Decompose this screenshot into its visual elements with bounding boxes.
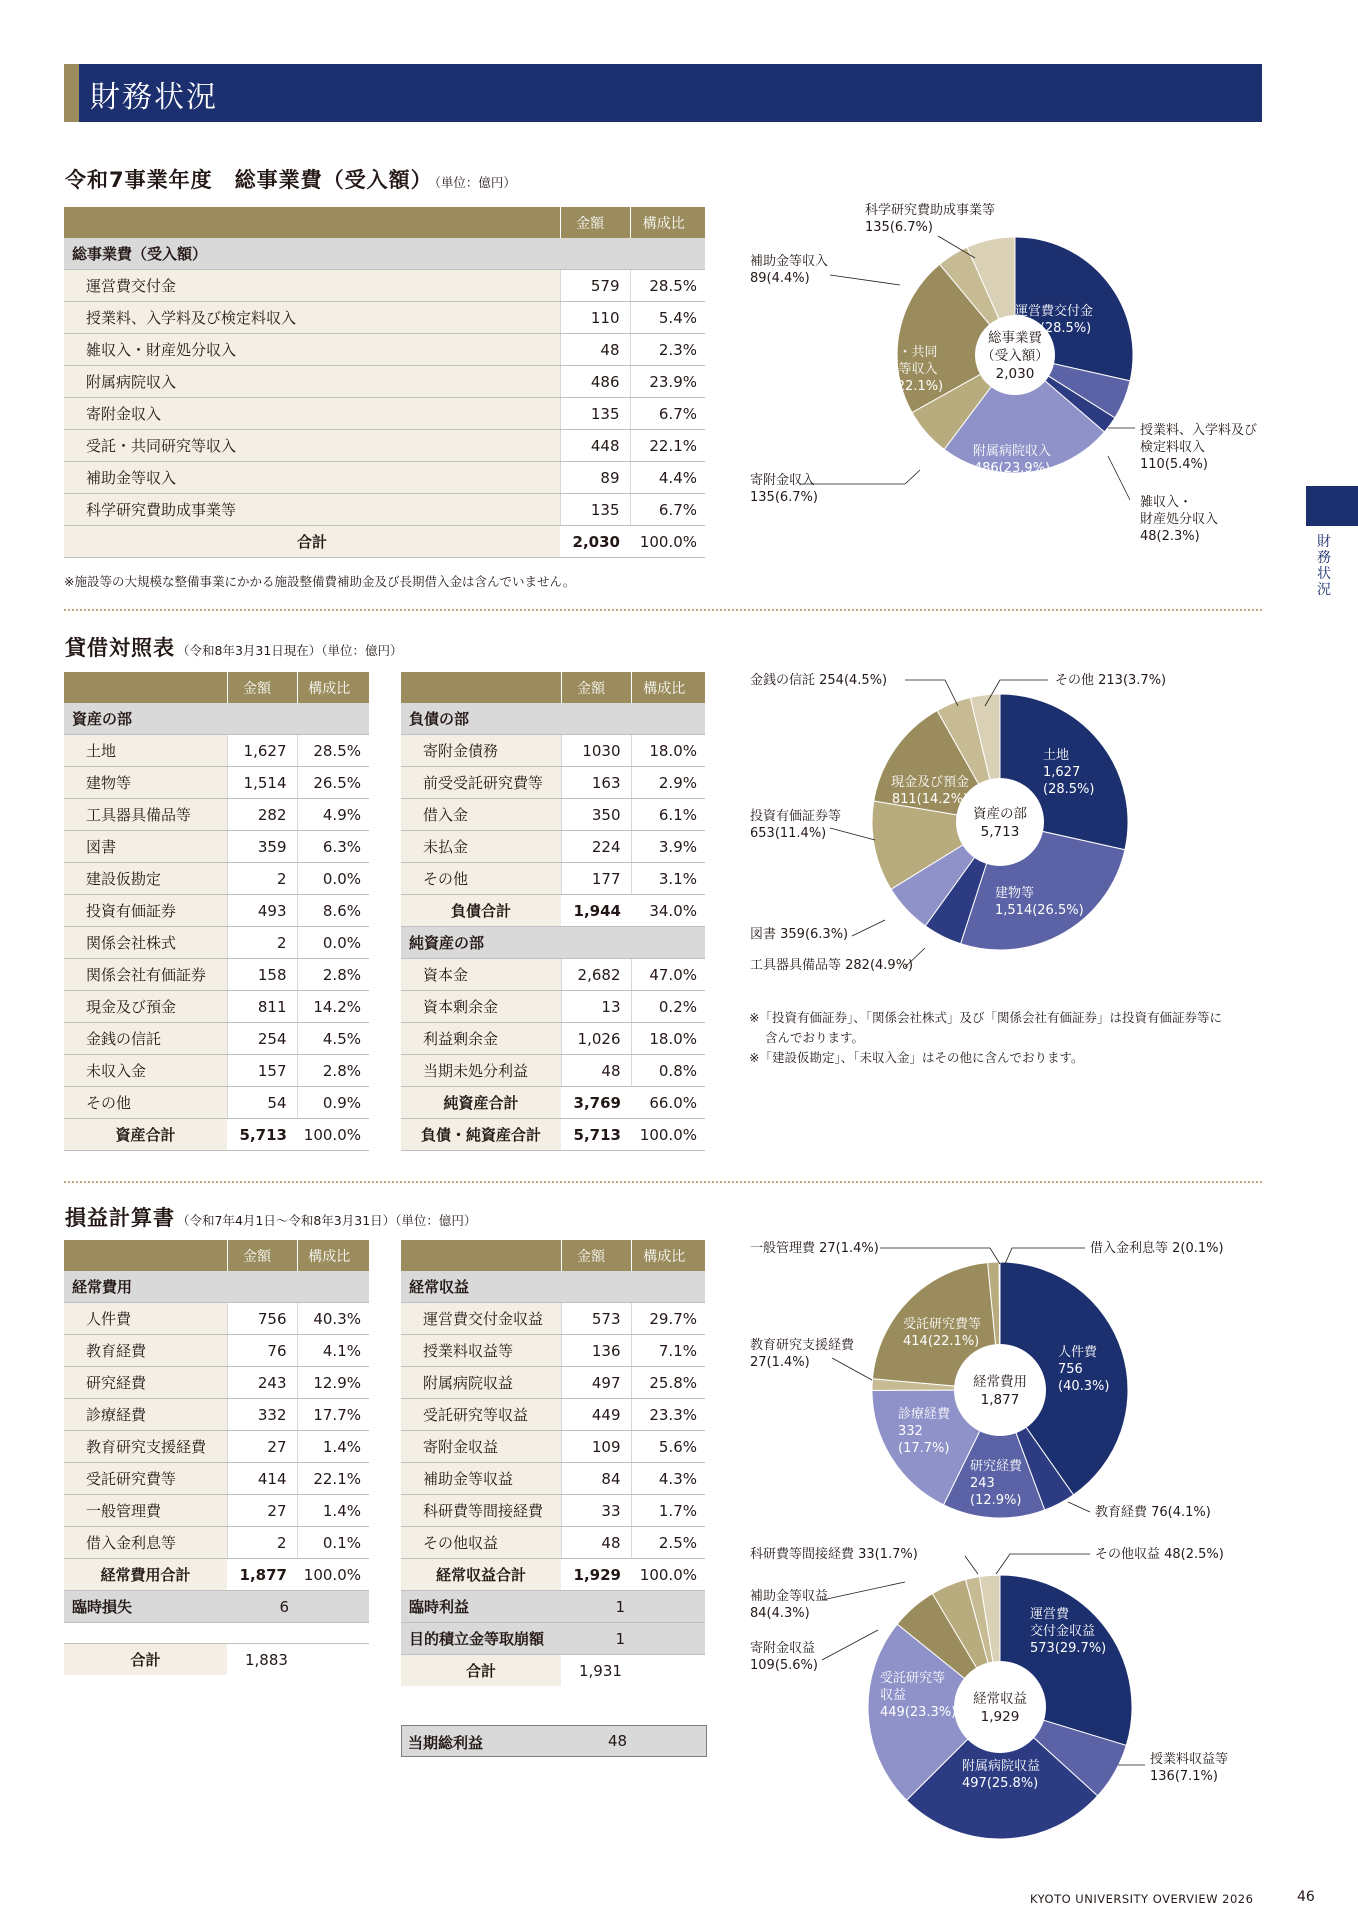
row-amount: 811 bbox=[227, 991, 297, 1023]
row-label: 建物等 bbox=[64, 767, 227, 799]
pie-slice-label: 135(6.7%) bbox=[865, 220, 933, 235]
pie-slice-label: 653(11.4%) bbox=[750, 826, 827, 841]
grand-total-label: 負債・純資産合計 bbox=[401, 1119, 561, 1151]
pie-slice-label: 136(7.1%) bbox=[1150, 1769, 1218, 1784]
row-label: 雑収入・財産処分収入 bbox=[64, 334, 560, 366]
pie-slice-label: 財産処分収入 bbox=[1140, 512, 1219, 527]
row-label: 授業料収益等 bbox=[401, 1335, 561, 1367]
total-label: 資産合計 bbox=[64, 1119, 227, 1151]
row-label: その他収益 bbox=[401, 1527, 561, 1559]
row-label: 運営費交付金収益 bbox=[401, 1303, 561, 1335]
row-ratio: 2.8% bbox=[297, 959, 369, 991]
pie-slice-label: 受託・共同 bbox=[872, 345, 938, 360]
pie-slice-label: 414(22.1%) bbox=[903, 1334, 980, 1349]
total-ratio: 34.0% bbox=[631, 895, 705, 927]
pie-slice-label: 寄附金収入 bbox=[750, 473, 816, 488]
col-ratio: 構成比 bbox=[631, 672, 705, 703]
pie-slice-label: 89(4.4%) bbox=[750, 271, 810, 286]
row-amount: 493 bbox=[227, 895, 297, 927]
row-ratio: 0.8% bbox=[631, 1055, 705, 1087]
row-ratio: 6.1% bbox=[631, 799, 705, 831]
row-ratio: 47.0% bbox=[631, 959, 705, 991]
row-label: 金銭の信託 bbox=[64, 1023, 227, 1055]
total-label: 経常費用合計 bbox=[64, 1559, 227, 1591]
row-amount: 254 bbox=[227, 1023, 297, 1055]
income-period: （令和7年4月1日～令和8年3月31日）（単位：億円） bbox=[177, 1213, 477, 1228]
row-label: 工具器具備品等 bbox=[64, 799, 227, 831]
balance-title: 貸借対照表 bbox=[65, 636, 175, 660]
pie-slice-label: (28.5%) bbox=[1043, 782, 1095, 797]
row-ratio: 7.1% bbox=[631, 1335, 705, 1367]
leader-line bbox=[965, 1556, 978, 1574]
row-amount: 359 bbox=[227, 831, 297, 863]
pie-slice-label: 建物等 bbox=[995, 886, 1035, 901]
col-amount: 金額 bbox=[561, 1240, 631, 1271]
pie-slice-label: 科学研究費助成事業等 bbox=[865, 203, 996, 218]
row-amount: 2 bbox=[227, 1527, 297, 1559]
pie-slice-label: 110(5.4%) bbox=[1140, 457, 1208, 472]
row-ratio: 2.5% bbox=[631, 1527, 705, 1559]
row-amount: 177 bbox=[561, 863, 631, 895]
pie-slice-label: 579(28.5%) bbox=[1015, 321, 1092, 336]
row-amount: 332 bbox=[227, 1399, 297, 1431]
net-income-amount: 48 bbox=[608, 1732, 628, 1750]
balance-note-3: ※「建設仮勘定」、「未収入金」はその他に含んでおります。 bbox=[749, 1050, 1084, 1065]
extra-loss-label: 臨時損失 bbox=[64, 1591, 227, 1623]
row-ratio: 22.1% bbox=[297, 1463, 369, 1495]
row-ratio: 2.9% bbox=[631, 767, 705, 799]
row-ratio: 14.2% bbox=[297, 991, 369, 1023]
row-amount: 13 bbox=[561, 991, 631, 1023]
row-ratio: 40.3% bbox=[297, 1303, 369, 1335]
total-amount: 1,877 bbox=[227, 1559, 297, 1591]
row-label: 補助金等収益 bbox=[401, 1463, 561, 1495]
row-ratio: 1.4% bbox=[297, 1495, 369, 1527]
pie-slice-label: 1,627 bbox=[1043, 765, 1081, 780]
pie-slice-label: 研究等収入 bbox=[872, 362, 938, 377]
pie-slice-label: 486(23.9%) bbox=[973, 461, 1051, 476]
row-label: 教育経費 bbox=[64, 1335, 227, 1367]
pie-slice-label: 27(1.4%) bbox=[750, 1355, 810, 1370]
pie-slice-label: (17.7%) bbox=[898, 1441, 950, 1456]
row-label: 一般管理費 bbox=[64, 1495, 227, 1527]
row-label: 当期未処分利益 bbox=[401, 1055, 561, 1087]
row-ratio: 12.9% bbox=[297, 1367, 369, 1399]
row-amount: 2,682 bbox=[561, 959, 631, 991]
pie-center-label: 経常収益 bbox=[973, 1691, 1027, 1707]
row-amount: 76 bbox=[227, 1335, 297, 1367]
row-amount: 135 bbox=[560, 494, 630, 526]
total-label: 負債合計 bbox=[401, 895, 561, 927]
row-ratio: 28.5% bbox=[297, 735, 369, 767]
row-ratio: 18.0% bbox=[631, 735, 705, 767]
row-label: 利益剰余金 bbox=[401, 1023, 561, 1055]
row-label: 寄附金収入 bbox=[64, 398, 560, 430]
pie-slice-label: 図書 359(6.3%) bbox=[750, 927, 849, 942]
total-amount: 2,030 bbox=[560, 526, 630, 558]
row-amount: 579 bbox=[560, 270, 630, 302]
row-amount: 48 bbox=[561, 1527, 631, 1559]
category-label: 資産の部 bbox=[64, 703, 227, 735]
col-amount: 金額 bbox=[227, 1240, 297, 1271]
row-ratio: 18.0% bbox=[631, 1023, 705, 1055]
page-title: 財務状況 bbox=[90, 80, 218, 115]
row-amount: 224 bbox=[561, 831, 631, 863]
row-amount: 135 bbox=[560, 398, 630, 430]
pie-slice-label: 48(2.3%) bbox=[1140, 529, 1200, 544]
pie-slice-label: 受託研究費等 bbox=[903, 1317, 982, 1332]
row-label: 借入金利息等 bbox=[64, 1527, 227, 1559]
total-amount: 3,769 bbox=[561, 1087, 631, 1119]
pie-slice-label: 運営費 bbox=[1030, 1607, 1070, 1622]
col-ratio: 構成比 bbox=[631, 1240, 705, 1271]
row-label: 教育研究支援経費 bbox=[64, 1431, 227, 1463]
row-amount: 756 bbox=[227, 1303, 297, 1335]
pie-slice-label: 受託研究等 bbox=[880, 1671, 946, 1686]
total-ratio: 100.0% bbox=[297, 1559, 369, 1591]
row-label: 資本金 bbox=[401, 959, 561, 991]
col-ratio: 構成比 bbox=[297, 1240, 369, 1271]
row-ratio: 0.0% bbox=[297, 863, 369, 895]
sum-label: 合計 bbox=[64, 1644, 227, 1676]
row-label: 建設仮勘定 bbox=[64, 863, 227, 895]
total-ratio: 66.0% bbox=[631, 1087, 705, 1119]
row-amount: 1030 bbox=[561, 735, 631, 767]
row-amount: 486 bbox=[560, 366, 630, 398]
pie-slice-label: 756 bbox=[1058, 1362, 1083, 1377]
pie-center bbox=[954, 1661, 1046, 1753]
row-label: 寄附金収益 bbox=[401, 1431, 561, 1463]
row-label: 前受受託研究費等 bbox=[401, 767, 561, 799]
pie-slice-label: 運営費交付金 bbox=[1015, 304, 1094, 319]
row-amount: 2 bbox=[227, 927, 297, 959]
row-amount: 414 bbox=[227, 1463, 297, 1495]
extra-gain-amount: 1 bbox=[561, 1591, 705, 1623]
total-label: 経常収益合計 bbox=[401, 1559, 561, 1591]
col-amount: 金額 bbox=[227, 672, 297, 703]
reserve-amount: 1 bbox=[561, 1623, 705, 1655]
row-ratio: 6.7% bbox=[630, 494, 705, 526]
col-amount: 金額 bbox=[561, 672, 631, 703]
total-ratio: 100.0% bbox=[631, 1559, 705, 1591]
row-label: 未収入金 bbox=[64, 1055, 227, 1087]
pie-slice-label: 附属病院収入 bbox=[972, 444, 1052, 459]
total-amount: 1,929 bbox=[561, 1559, 631, 1591]
row-label: 運営費交付金 bbox=[64, 270, 560, 302]
pie-slice-label: 243 bbox=[970, 1476, 995, 1491]
row-ratio: 17.7% bbox=[297, 1399, 369, 1431]
row-ratio: 4.9% bbox=[297, 799, 369, 831]
row-label: 土地 bbox=[64, 735, 227, 767]
leader-line bbox=[822, 1582, 905, 1600]
pie-slice-label: 工具器具備品等 282(4.9%) bbox=[750, 958, 914, 973]
pie-center-label: 5,713 bbox=[980, 824, 1020, 840]
extra-gain-label: 臨時利益 bbox=[401, 1591, 561, 1623]
row-ratio: 6.3% bbox=[297, 831, 369, 863]
row-label: 人件費 bbox=[64, 1303, 227, 1335]
row-amount: 136 bbox=[561, 1335, 631, 1367]
row-amount: 157 bbox=[227, 1055, 297, 1087]
row-amount: 573 bbox=[561, 1303, 631, 1335]
col-ratio: 構成比 bbox=[297, 672, 369, 703]
pie-slice-label: 332 bbox=[898, 1424, 923, 1439]
pie-slice-label: 借入金利息等 2(0.1%) bbox=[1090, 1241, 1224, 1256]
pie-slice-label: 449(23.3%) bbox=[880, 1705, 957, 1720]
leader-line bbox=[822, 1630, 878, 1660]
row-amount: 109 bbox=[561, 1431, 631, 1463]
row-amount: 448 bbox=[560, 430, 630, 462]
row-amount: 449 bbox=[561, 1399, 631, 1431]
row-amount: 163 bbox=[561, 767, 631, 799]
row-amount: 1,627 bbox=[227, 735, 297, 767]
row-amount: 89 bbox=[560, 462, 630, 494]
row-label: 現金及び預金 bbox=[64, 991, 227, 1023]
row-ratio: 0.9% bbox=[297, 1087, 369, 1119]
row-ratio: 4.5% bbox=[297, 1023, 369, 1055]
pie-slice-label: 84(4.3%) bbox=[750, 1606, 810, 1621]
category-label: 総事業費（受入額） bbox=[64, 238, 560, 270]
pie-slice-label: (40.3%) bbox=[1058, 1379, 1110, 1394]
row-label: 科学研究費助成事業等 bbox=[64, 494, 560, 526]
row-ratio: 4.1% bbox=[297, 1335, 369, 1367]
row-ratio: 29.7% bbox=[631, 1303, 705, 1335]
revenue-unit: （単位：億円） bbox=[434, 175, 516, 190]
category-label: 負債の部 bbox=[401, 703, 561, 735]
net-income-label: 当期総利益 bbox=[408, 1734, 484, 1752]
pie-slice-label: 135(6.7%) bbox=[750, 490, 818, 505]
revenue-note: ※施設等の大規模な整備事業にかかる施設整備費補助金及び長期借入金は含んでいません。 bbox=[64, 574, 576, 589]
row-amount: 497 bbox=[561, 1367, 631, 1399]
pie-slice-label: 人件費 bbox=[1058, 1345, 1098, 1360]
row-label: その他 bbox=[64, 1087, 227, 1119]
row-label: 未払金 bbox=[401, 831, 561, 863]
pie-center-label: 1,929 bbox=[980, 1709, 1020, 1725]
row-amount: 1,514 bbox=[227, 767, 297, 799]
category-label: 経常収益 bbox=[401, 1271, 561, 1303]
pie-slice-label: 現金及び預金 bbox=[890, 775, 970, 790]
pie-slice-label: 109(5.6%) bbox=[750, 1658, 818, 1673]
row-label: 資本剰余金 bbox=[401, 991, 561, 1023]
pie-slice-label: その他収益 48(2.5%) bbox=[1095, 1547, 1224, 1562]
pie-slice-label: (12.9%) bbox=[970, 1493, 1022, 1508]
row-ratio: 4.3% bbox=[631, 1463, 705, 1495]
grand-total-amount: 5,713 bbox=[561, 1119, 631, 1151]
pie-slice-label: 授業料収益等 bbox=[1150, 1752, 1229, 1767]
row-label: 授業料、入学料及び検定料収入 bbox=[64, 302, 560, 334]
row-ratio: 3.1% bbox=[631, 863, 705, 895]
row-ratio: 2.8% bbox=[297, 1055, 369, 1087]
row-label: 科研費等間接経費 bbox=[401, 1495, 561, 1527]
row-ratio: 22.1% bbox=[630, 430, 705, 462]
row-label: 診療経費 bbox=[64, 1399, 227, 1431]
row-ratio: 4.4% bbox=[630, 462, 705, 494]
row-amount: 84 bbox=[561, 1463, 631, 1495]
pie-slice-label: 研究経費 bbox=[970, 1459, 1023, 1474]
row-ratio: 8.6% bbox=[297, 895, 369, 927]
total-amount: 5,713 bbox=[227, 1119, 297, 1151]
row-label: その他 bbox=[401, 863, 561, 895]
pie-center-label: 1,877 bbox=[980, 1392, 1020, 1408]
row-label: 受託研究等収益 bbox=[401, 1399, 561, 1431]
pie-center-label: 資産の部 bbox=[973, 806, 1027, 822]
reserve-label: 目的積立金等取崩額 bbox=[401, 1623, 561, 1655]
pie-slice-label: 573(29.7%) bbox=[1030, 1641, 1107, 1656]
row-ratio: 1.4% bbox=[297, 1431, 369, 1463]
col-amount: 金額 bbox=[560, 207, 630, 238]
total-label: 純資産合計 bbox=[401, 1087, 561, 1119]
pie-slice-label: その他 213(3.7%) bbox=[1055, 673, 1167, 688]
pie-slice-label: 1,514(26.5%) bbox=[995, 903, 1084, 918]
row-amount: 27 bbox=[227, 1431, 297, 1463]
row-label: 補助金等収入 bbox=[64, 462, 560, 494]
page-number: 46 bbox=[1297, 1889, 1315, 1905]
row-amount: 1,026 bbox=[561, 1023, 631, 1055]
row-amount: 243 bbox=[227, 1367, 297, 1399]
row-amount: 350 bbox=[561, 799, 631, 831]
footer-text: KYOTO UNIVERSITY OVERVIEW 2026 bbox=[1030, 1892, 1254, 1906]
pie-slice-label: 雑収入・ bbox=[1140, 495, 1193, 510]
pie-slice-label: 補助金等収入 bbox=[750, 254, 829, 269]
pie-center-label: 2,030 bbox=[995, 366, 1035, 382]
row-ratio: 0.2% bbox=[631, 991, 705, 1023]
pie-center-label: 総事業費 bbox=[988, 330, 1042, 346]
row-label: 附属病院収入 bbox=[64, 366, 560, 398]
row-amount: 33 bbox=[561, 1495, 631, 1527]
pie-center-label: 経常費用 bbox=[973, 1374, 1027, 1390]
row-ratio: 6.7% bbox=[630, 398, 705, 430]
total-ratio: 100.0% bbox=[630, 526, 705, 558]
total-amount: 1,944 bbox=[561, 895, 631, 927]
row-amount: 282 bbox=[227, 799, 297, 831]
sum-amount: 1,931 bbox=[561, 1655, 705, 1687]
row-amount: 158 bbox=[227, 959, 297, 991]
row-label: 受託研究費等 bbox=[64, 1463, 227, 1495]
pie-slice-label: 投資有価証券等 bbox=[750, 809, 842, 824]
pie-slice-label: 補助金等収益 bbox=[750, 1589, 829, 1604]
row-label: 図書 bbox=[64, 831, 227, 863]
row-amount: 48 bbox=[560, 334, 630, 366]
col-ratio: 構成比 bbox=[630, 207, 705, 238]
row-label: 借入金 bbox=[401, 799, 561, 831]
row-amount: 110 bbox=[560, 302, 630, 334]
sum-label: 合計 bbox=[401, 1655, 561, 1687]
row-amount: 27 bbox=[227, 1495, 297, 1527]
pie-slice-label: 497(25.8%) bbox=[962, 1776, 1039, 1791]
pie-center-label: （受入額） bbox=[981, 348, 1049, 364]
row-ratio: 25.8% bbox=[631, 1367, 705, 1399]
row-ratio: 5.4% bbox=[630, 302, 705, 334]
pie-slice-label: 授業料、入学料及び bbox=[1140, 423, 1258, 438]
total-ratio: 100.0% bbox=[297, 1119, 369, 1151]
row-ratio: 26.5% bbox=[297, 767, 369, 799]
row-ratio: 2.3% bbox=[630, 334, 705, 366]
row-label: 投資有価証券 bbox=[64, 895, 227, 927]
row-ratio: 1.7% bbox=[631, 1495, 705, 1527]
pie-slice-label: 448(22.1%) bbox=[866, 379, 944, 394]
row-ratio: 23.9% bbox=[630, 366, 705, 398]
row-ratio: 23.3% bbox=[631, 1399, 705, 1431]
pie-slice-label: 金銭の信託 254(4.5%) bbox=[750, 673, 888, 688]
row-amount: 48 bbox=[561, 1055, 631, 1087]
sum-amount: 1,883 bbox=[227, 1644, 369, 1676]
pie-slice-label: 一般管理費 27(1.4%) bbox=[750, 1241, 879, 1256]
row-ratio: 0.0% bbox=[297, 927, 369, 959]
row-label: 関係会社株式 bbox=[64, 927, 227, 959]
pie-slice-label: 診療経費 bbox=[898, 1407, 951, 1422]
side-label: 財務状況 bbox=[1317, 534, 1331, 598]
row-label: 研究経費 bbox=[64, 1367, 227, 1399]
row-ratio: 3.9% bbox=[631, 831, 705, 863]
pie-slice-label: 収益 bbox=[880, 1688, 907, 1703]
pie-slice-label: 交付金収益 bbox=[1030, 1624, 1096, 1639]
pie-slice-label: 附属病院収益 bbox=[962, 1759, 1041, 1774]
row-amount: 54 bbox=[227, 1087, 297, 1119]
total-label: 合計 bbox=[64, 526, 560, 558]
leader-line bbox=[996, 1554, 1090, 1574]
balance-note-2: 含んでおります。 bbox=[765, 1030, 865, 1045]
pie-slice-label: 811(14.2%) bbox=[891, 792, 969, 807]
revenue-title: 令和7事業年度 総事業費（受入額） bbox=[65, 168, 433, 192]
pie-slice-label: 検定料収入 bbox=[1140, 440, 1206, 455]
pie-slice-label: 教育経費 76(4.1%) bbox=[1095, 1505, 1211, 1520]
row-amount: 2 bbox=[227, 863, 297, 895]
category-label: 純資産の部 bbox=[401, 927, 561, 959]
pie-slice-label: 土地 bbox=[1043, 748, 1070, 763]
extra-loss-amount: 6 bbox=[227, 1591, 369, 1623]
pie-slice-label: 教育研究支援経費 bbox=[750, 1338, 855, 1353]
row-ratio: 5.6% bbox=[631, 1431, 705, 1463]
balance-note-1: ※「投資有価証券」、「関係会社株式」及び「関係会社有価証券」は投資有価証券等に bbox=[749, 1010, 1222, 1025]
pie-slice-label: 寄附金収益 bbox=[750, 1641, 816, 1656]
pie-slice-label: 科研費等間接経費 33(1.7%) bbox=[750, 1547, 918, 1562]
balance-date: （令和8年3月31日現在）（単位：億円） bbox=[177, 643, 403, 658]
row-label: 受託・共同研究等収入 bbox=[64, 430, 560, 462]
row-label: 寄附金債務 bbox=[401, 735, 561, 767]
row-ratio: 28.5% bbox=[630, 270, 705, 302]
income-title: 損益計算書 bbox=[65, 1206, 175, 1230]
row-label: 附属病院収益 bbox=[401, 1367, 561, 1399]
row-label: 関係会社有価証券 bbox=[64, 959, 227, 991]
grand-total-ratio: 100.0% bbox=[631, 1119, 705, 1151]
row-ratio: 0.1% bbox=[297, 1527, 369, 1559]
category-label: 経常費用 bbox=[64, 1271, 227, 1303]
